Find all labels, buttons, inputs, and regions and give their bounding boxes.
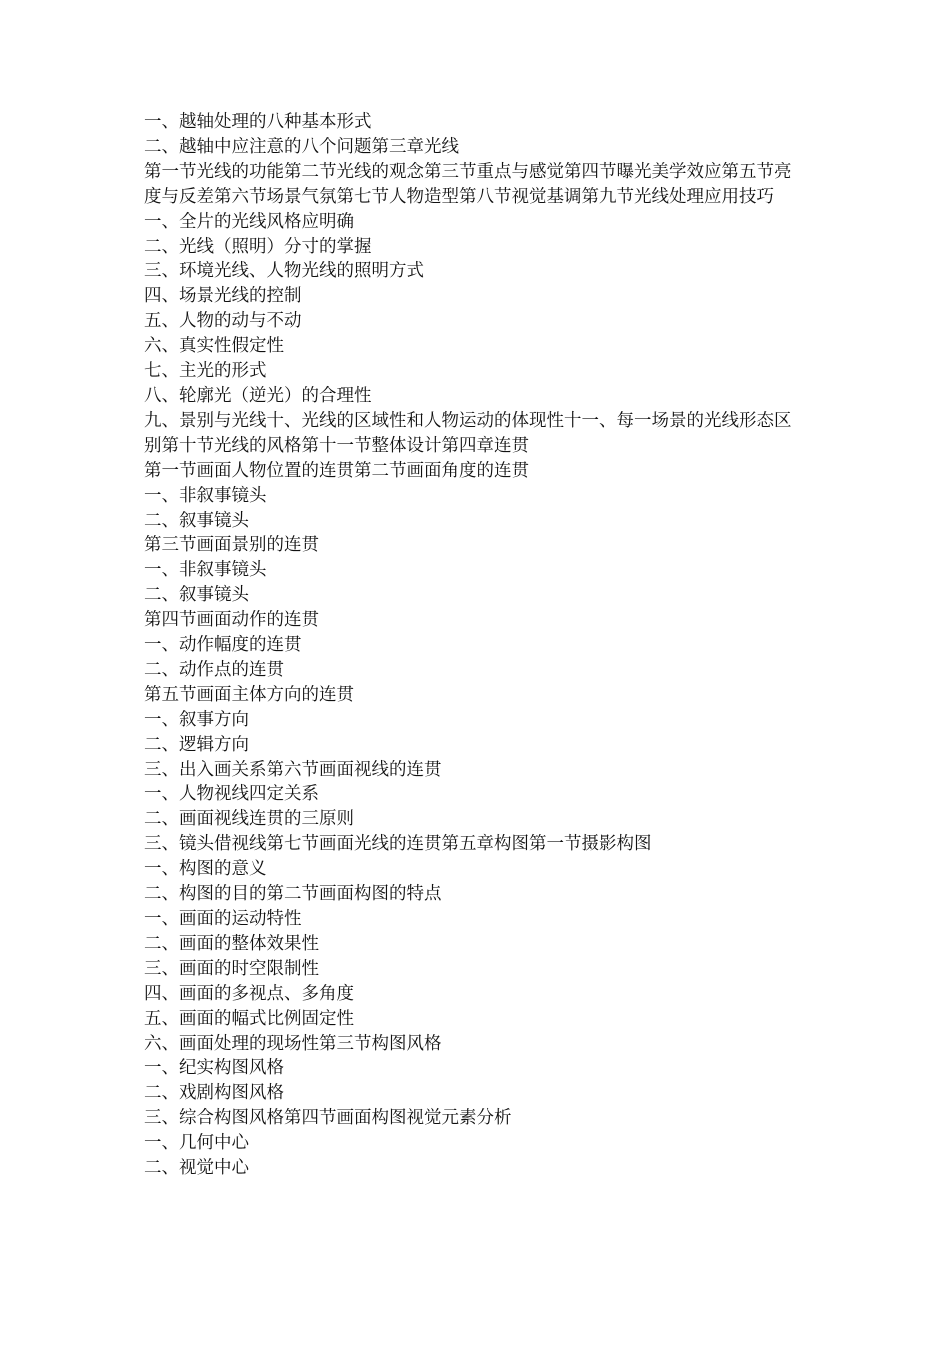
text-line: 四、画面的多视点、多角度 (144, 983, 354, 1004)
text-line: 二、越轴中应注意的八个问题第三章光线 (144, 136, 459, 157)
text-line: 第一节画面人物位置的连贯第二节画面角度的连贯 (144, 460, 529, 481)
text-line: 第四节画面动作的连贯 (144, 610, 319, 631)
text-line: 三、综合构图风格第四节画面构图视觉元素分析 (144, 1108, 512, 1129)
text-line: 二、视觉中心 (144, 1158, 249, 1179)
text-line: 一、几何中心 (144, 1133, 249, 1154)
text-line: 二、叙事镜头 (144, 585, 249, 606)
text-line: 六、真实性假定性 (144, 336, 284, 357)
text-line: 二、光线（照明）分寸的掌握 (144, 236, 372, 257)
text-line: 一、人物视线四定关系 (144, 784, 319, 805)
text-line: 二、叙事镜头 (144, 510, 249, 531)
text-line: 一、非叙事镜头 (144, 485, 267, 506)
text-line: 一、动作幅度的连贯 (144, 635, 302, 656)
text-line: 二、动作点的连贯 (144, 659, 284, 680)
text-line: 一、画面的运动特性 (144, 909, 302, 929)
text-line: 一、非叙事镜头 (144, 560, 267, 581)
text-paragraph: 第一节光线的功能第二节光线的观念第三节重点与感觉第四节曝光美学效应第五节亮度与反差第六节场景气氛第七节人物造型第八节视觉基调第九节光线处理应用技巧 (144, 161, 792, 207)
text-line: 三、环境光线、人物光线的照明方式 (144, 261, 424, 282)
text-line: 一、叙事方向 (144, 709, 249, 730)
text-line: 二、逻辑方向 (144, 734, 249, 755)
text-line: 三、出入画关系第六节画面视线的连贯 (144, 759, 442, 780)
text-line: 一、构图的意义 (144, 859, 267, 880)
text-line: 二、画面视线连贯的三原则 (144, 809, 354, 830)
text-paragraph: 九、景别与光线十、光线的区域性和人物运动的体现性十一、每一场景的光线形态区别第十节光线的风格第十一节整体设计第四章连贯 (144, 410, 792, 456)
text-line: 二、构图的目的第二节画面构图的特点 (144, 884, 442, 905)
text-line: 第三节画面景别的连贯 (144, 535, 319, 556)
text-line: 二、戏剧构图风格 (144, 1083, 284, 1104)
text-line: 一、纪实构图风格 (144, 1058, 284, 1079)
text-line: 八、轮廓光（逆光）的合理性 (144, 385, 372, 406)
text-line: 五、画面的幅式比例固定性 (144, 1008, 354, 1029)
document-body (144, 110, 804, 1181)
text-line: 五、人物的动与不动 (144, 311, 302, 332)
text-line: 四、场景光线的控制 (144, 286, 302, 307)
text-line: 三、画面的时空限制性 (144, 958, 319, 979)
text-line: 二、画面的整体效果性 (144, 933, 319, 954)
text-line: 第五节画面主体方向的连贯 (144, 684, 354, 705)
text-line: 一、越轴处理的八种基本形式 (144, 112, 372, 132)
text-line: 一、全片的光线风格应明确 (144, 211, 354, 232)
text-line: 七、主光的形式 (144, 361, 267, 382)
text-line: 三、镜头借视线第七节画面光线的连贯第五章构图第一节摄影构图 (144, 834, 652, 855)
text-line: 六、画面处理的现场性第三节构图风格 (144, 1033, 442, 1054)
